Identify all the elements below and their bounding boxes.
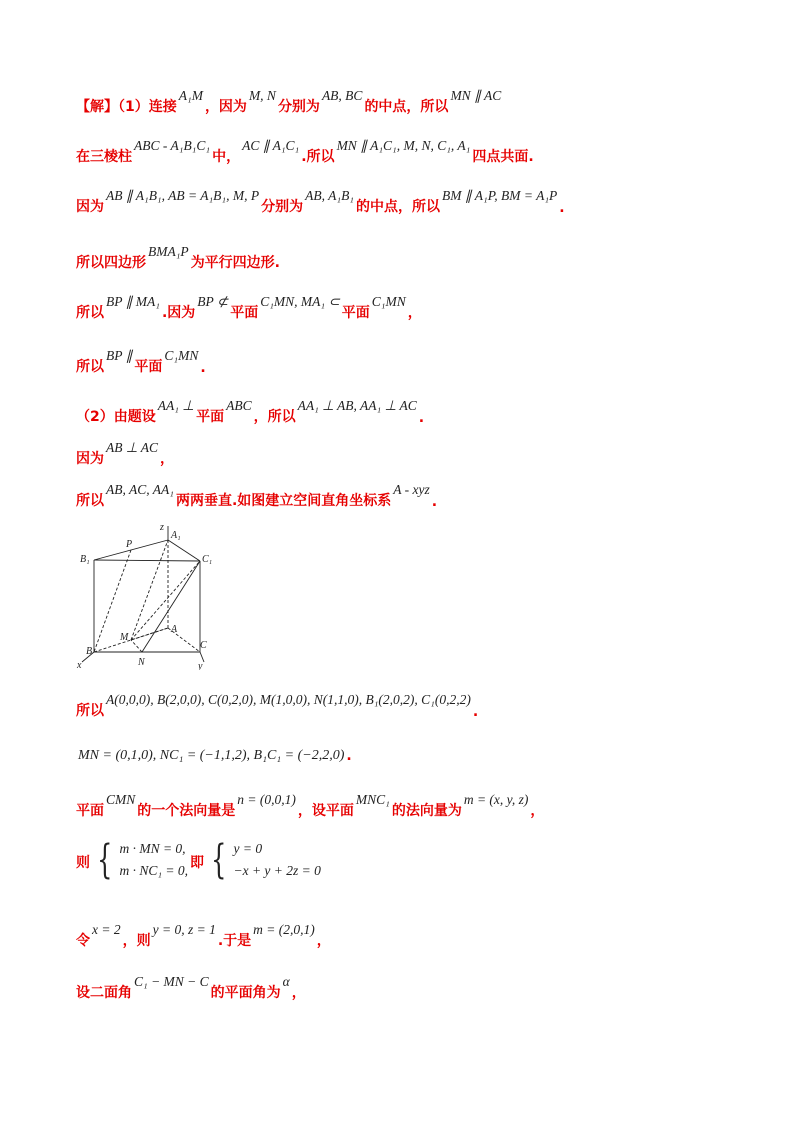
system-left-row-1: m · MN = 0, [119,841,186,856]
text-segment: 设二面角 [76,985,132,1001]
text-line [76,398,425,426]
text-line [76,748,352,764]
text-segment: 所以 [76,359,104,375]
text-segment: 令 [76,933,90,949]
math-expression: MN ∥ AC [450,88,502,103]
math-expression: m = (2,0,1) [253,922,315,937]
text-line [76,138,534,166]
text-segment: 在三棱柱 [76,149,132,165]
math-expression: BP ∥ [106,348,133,363]
math-expression: n = (0,0,1) [237,792,296,807]
prism-figure [76,520,216,670]
system-left-row-2: m · NC₁ = 0, [119,863,189,878]
math-expression: C₁MN [164,348,199,363]
fig-label-C1: C₁ [202,554,213,565]
math-expression: AB, BC [321,88,363,103]
text-segment: ， [160,451,175,467]
math-expression: C₁ − MN − C [134,974,209,989]
text-segment: ，则 [122,933,151,949]
math-expression: ABC [226,398,252,413]
system-mid: 即 [190,855,205,871]
math-expression: ABC - A₁B₁C₁ [134,138,211,153]
system-prefix: 则 [76,855,90,871]
math-expression: A(0,0,0), B(2,0,0), C(0,2,0), M(1,0,0), N(1,1,0), B₁(2,0,2), C₁(0,2,2) [106,692,471,707]
text-segment: 分别为 [261,199,304,215]
system-right-row-1: y = 0 [233,841,263,856]
fig-label-A1: A₁ [171,530,181,541]
text-segment: 的平面角为 [210,985,281,1001]
math-expression: AB ∥ A₁B₁, AB = A₁B₁, M, P [106,188,260,203]
text-line [76,692,479,720]
system-right [206,838,321,882]
text-segment: 所以 [76,305,104,321]
math-expression: CMN [106,792,136,807]
text-line [76,792,545,820]
math-expression: AB, AC, AA₁ [106,482,174,497]
text-segment: 四点共面. [472,149,534,165]
text-segment: . [200,360,206,376]
math-expression: C₁MN, MA₁ ⊂ [260,294,340,309]
text-line [76,440,175,468]
math-expression: BM ∥ A₁P, BM = A₁P [442,188,558,203]
text-line [76,294,422,322]
fig-label-x: x [77,660,82,670]
text-segment: . [472,704,479,720]
fig-label-N: N [138,657,145,668]
text-line [76,244,281,272]
text-segment: ，设平面 [297,803,354,819]
text-segment: 因为 [76,199,104,215]
text-line [76,88,503,116]
text-segment: 平面 [230,305,259,321]
text-segment: 的一个法向量是 [137,803,236,819]
math-expression: A₁M [178,88,203,103]
text-segment: 平面 [196,409,225,425]
math-expression: A - xyz [393,482,430,497]
math-expression: AC ∥ A₁C₁ [242,138,300,153]
text-segment: 平面 [76,803,104,819]
text-segment: ， [530,803,545,819]
text-segment: 的法向量为 [391,803,462,819]
left-brace-icon: { [211,837,227,883]
text-segment: 因为 [76,451,104,467]
text-segment: ， [407,305,422,321]
fig-label-y: y [198,661,203,670]
text-segment: 平面 [341,305,370,321]
text-line [76,974,306,1002]
text-segment: . [431,494,438,510]
fig-label-B: B [86,646,93,657]
math-expression: m = (x, y, z) [463,792,529,807]
text-segment: ， [291,985,306,1001]
fig-label-A: A [171,624,178,635]
text-segment: （2）由题设 [76,409,156,425]
text-segment: ，因为 [204,99,247,115]
text-segment: 两两垂直.如图建立空间直角坐标系 [175,493,392,509]
text-segment: 中， [212,149,241,165]
system-right-row-2: −x + y + 2z = 0 [233,863,321,878]
system-left [92,838,188,882]
math-expression: MN = (0,1,0), NC₁ = (−1,1,2), B₁C₁ = (−2,2,0) [78,748,345,763]
math-expression: x = 2 [92,922,121,937]
text-segment: 分别为 [277,99,320,115]
math-expression: AB, A₁B₁ [305,188,355,203]
text-segment: 所以 [76,703,104,719]
text-line [76,482,438,510]
text-line [76,188,565,216]
text-segment: ，所以 [253,409,296,425]
math-expression: BP ⊄ [197,294,229,309]
text-segment: .所以 [301,149,335,165]
math-expression: α [282,974,290,989]
text-segment: . [346,748,352,764]
math-expression: AB ⊥ AC [106,440,159,455]
math-expression: MN ∥ A₁C₁, M, N, C₁, A₁ [336,138,471,153]
math-expression: AA₁ ⊥ [157,398,195,413]
text-line [76,348,206,376]
fig-label-P: P [126,539,133,550]
text-line [76,922,331,950]
math-expression: y = 0, z = 1 [152,922,216,937]
text-segment: .于是 [217,933,252,949]
left-brace-icon: { [97,837,113,883]
math-expression: BP ∥ MA₁ [106,294,160,309]
text-segment: .因为 [161,305,196,321]
text-segment: . [418,410,425,426]
equation-system-line [76,838,323,882]
text-segment: ， [316,933,331,949]
text-segment: 所以 [76,493,104,509]
math-expression: AA₁ ⊥ AB, AA₁ ⊥ AC [297,398,417,413]
math-expression: BMA₁P [148,244,189,259]
fig-label-B1: B₁ [80,554,90,565]
text-segment: 的中点，所以 [364,99,449,115]
text-segment: 平面 [134,359,163,375]
fig-label-M: M [120,632,129,643]
fig-label-z: z [160,522,164,533]
text-segment: 【解】（1）连接 [76,99,177,115]
text-segment: 为平行四边形. [190,255,281,271]
text-segment: 的中点，所以 [356,199,441,215]
math-expression: M, N [248,88,276,103]
math-expression: C₁MN [371,294,406,309]
text-segment: 所以四边形 [76,255,146,271]
text-segment: . [559,200,565,216]
math-expression: MNC₁ [355,792,390,807]
fig-label-C: C [200,640,207,651]
